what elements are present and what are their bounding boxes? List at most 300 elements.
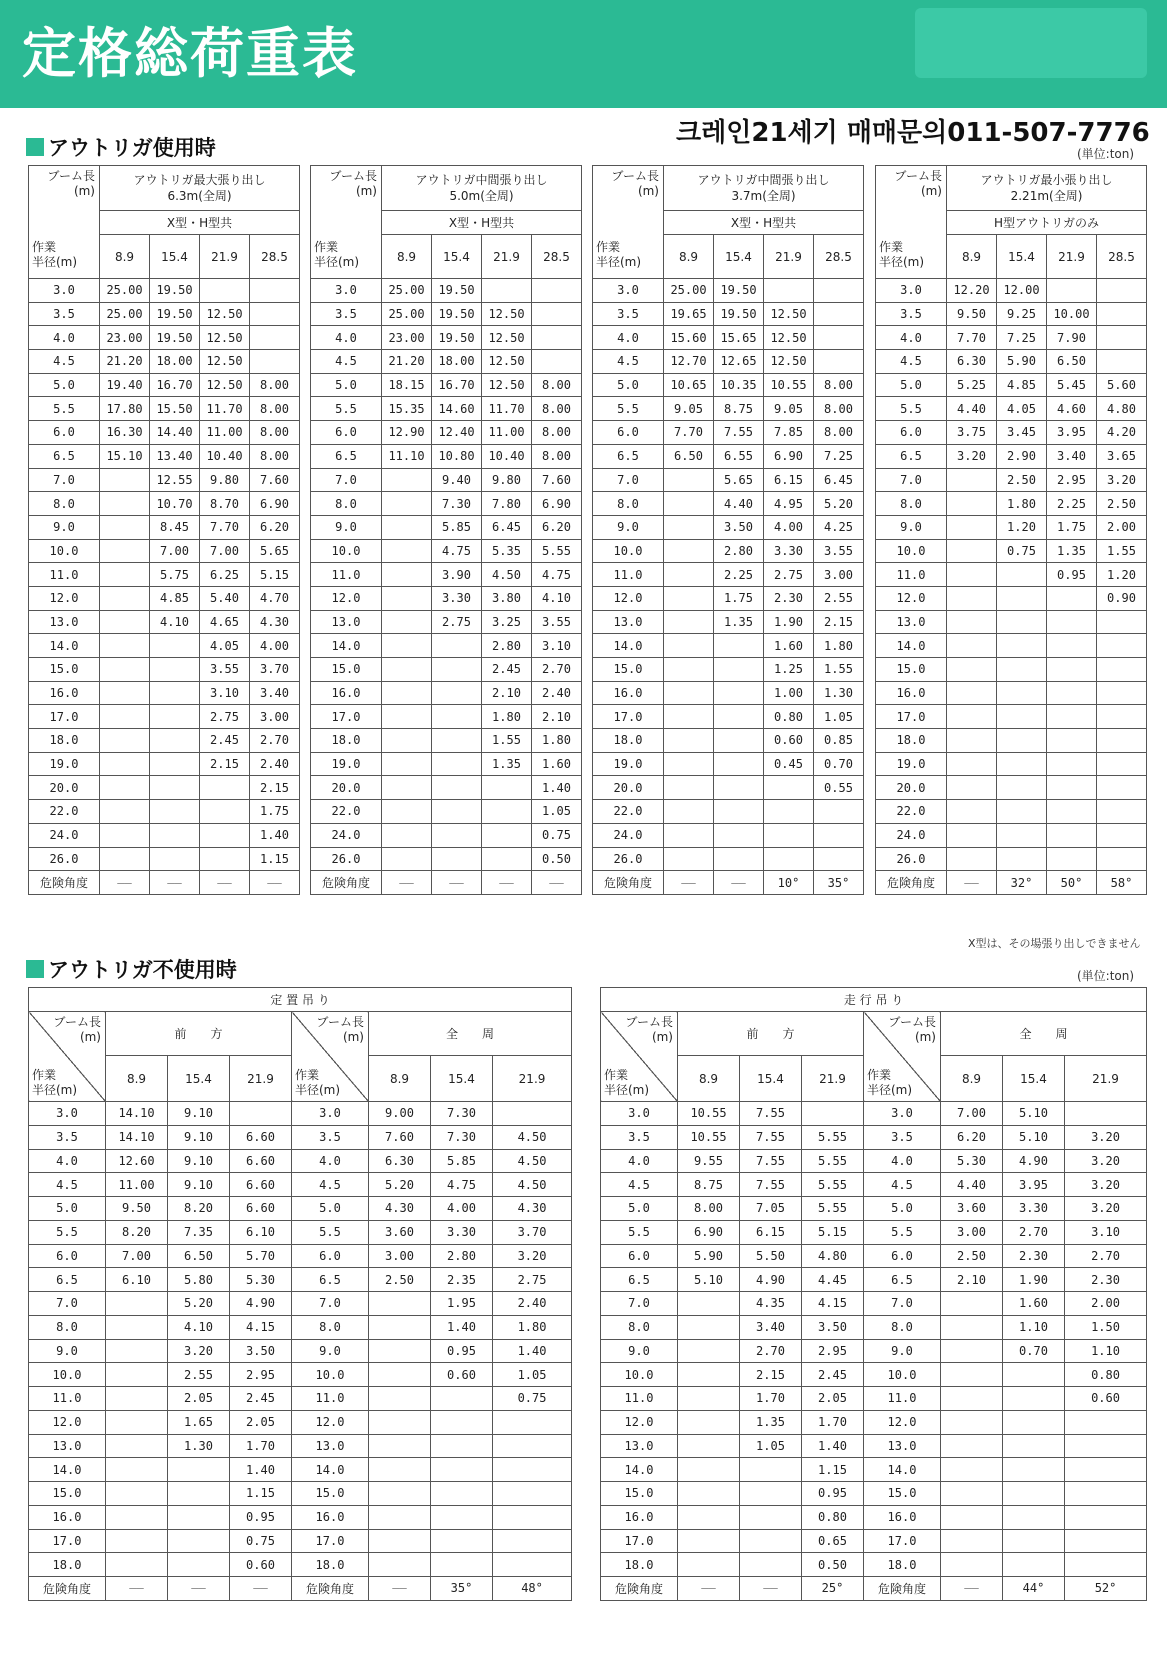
load-value-cell	[1003, 1482, 1065, 1506]
table-row	[593, 515, 864, 539]
load-value-cell: 2.55	[168, 1363, 230, 1387]
load-value-cell	[1003, 1363, 1065, 1387]
table-row	[876, 492, 1147, 516]
table-row	[601, 1173, 1147, 1197]
working-radius-cell: 4.5	[601, 1173, 678, 1197]
table-row	[601, 1197, 1147, 1221]
load-value-cell: 5.50	[740, 1244, 802, 1268]
load-value-cell: 18.00	[150, 350, 200, 374]
load-value-cell: 4.30	[250, 610, 300, 634]
table-row	[29, 776, 300, 800]
load-value-cell	[493, 1434, 572, 1458]
radius-unit: 半径(m)	[604, 1083, 650, 1097]
working-radius-cell: 12.0	[864, 1410, 941, 1434]
load-value-cell	[1003, 1458, 1065, 1482]
load-value-cell	[664, 563, 714, 587]
load-value-cell: 5.30	[941, 1149, 1003, 1173]
load-value-cell: 4.75	[431, 1173, 493, 1197]
load-value-cell: 2.95	[230, 1363, 292, 1387]
load-value-cell: 10.40	[482, 444, 532, 468]
working-radius-cell: 15.0	[311, 658, 382, 682]
working-radius-cell: 12.0	[601, 1410, 678, 1434]
load-value-cell: 6.90	[764, 444, 814, 468]
working-radius-cell: 10.0	[311, 539, 382, 563]
boom-length-header: 8.9	[941, 1056, 1003, 1102]
load-value-cell	[431, 1482, 493, 1506]
load-value-cell: 5.20	[814, 492, 864, 516]
load-value-cell: 1.75	[250, 800, 300, 824]
load-value-cell: 12.50	[482, 326, 532, 350]
table-row	[876, 421, 1147, 445]
load-value-cell	[100, 752, 150, 776]
working-radius-cell: 5.5	[292, 1220, 369, 1244]
load-value-cell	[1097, 279, 1147, 303]
working-radius-cell: 5.5	[29, 1220, 106, 1244]
boom-length-header: 21.9	[764, 235, 814, 279]
load-value-cell	[947, 658, 997, 682]
load-value-cell	[1047, 705, 1097, 729]
working-radius-cell: 6.0	[864, 1244, 941, 1268]
load-value-cell	[1097, 658, 1147, 682]
boom-radius-label	[292, 1012, 369, 1102]
load-value-cell: 9.40	[432, 468, 482, 492]
load-value-cell: 2.95	[802, 1339, 864, 1363]
load-value-cell	[941, 1292, 1003, 1316]
table-row	[29, 1434, 572, 1458]
boom-length-label: ブーム長	[47, 169, 95, 183]
load-value-cell: 1.20	[997, 515, 1047, 539]
outrigger-table-3	[592, 165, 864, 895]
load-value-cell	[1047, 586, 1097, 610]
load-value-cell	[947, 729, 997, 753]
working-radius-cell: 10.0	[292, 1363, 369, 1387]
working-radius-cell: 26.0	[29, 847, 100, 871]
load-value-cell: 14.10	[106, 1102, 168, 1126]
load-value-cell	[678, 1482, 740, 1506]
load-value-cell	[369, 1292, 431, 1316]
load-value-cell: 0.60	[230, 1553, 292, 1577]
load-value-cell: 3.00	[814, 563, 864, 587]
radius-label: 作業	[596, 240, 621, 254]
load-value-cell: 2.15	[740, 1363, 802, 1387]
header-patch	[915, 8, 1147, 78]
load-value-cell	[382, 634, 432, 658]
load-value-cell: 6.15	[740, 1220, 802, 1244]
direction-label-front: 前 方	[678, 1012, 864, 1056]
danger-angle-cell: 10°	[764, 871, 814, 895]
load-value-cell: 9.80	[482, 468, 532, 492]
working-radius-cell: 24.0	[311, 823, 382, 847]
load-value-cell: 9.25	[997, 302, 1047, 326]
working-radius-cell: 14.0	[311, 634, 382, 658]
load-value-cell: 1.05	[493, 1363, 572, 1387]
load-value-cell	[382, 515, 432, 539]
load-value-cell: 0.95	[230, 1505, 292, 1529]
load-value-cell	[100, 586, 150, 610]
boom-length-header: 8.9	[678, 1056, 740, 1102]
load-value-cell: 5.90	[997, 350, 1047, 374]
boom-length-header: 15.4	[168, 1056, 230, 1102]
working-radius-cell: 3.5	[601, 1125, 678, 1149]
load-value-cell: 1.55	[1097, 539, 1147, 563]
load-value-cell: 5.55	[532, 539, 582, 563]
table-row	[29, 539, 300, 563]
load-value-cell	[106, 1339, 168, 1363]
table-row	[876, 397, 1147, 421]
load-value-cell	[150, 823, 200, 847]
load-value-cell	[432, 776, 482, 800]
load-value-cell: 2.50	[997, 468, 1047, 492]
load-value-cell: 2.45	[802, 1363, 864, 1387]
load-value-cell: 1.20	[1097, 563, 1147, 587]
load-value-cell: 9.55	[678, 1149, 740, 1173]
load-value-cell: 5.40	[200, 586, 250, 610]
working-radius-cell: 18.0	[876, 729, 947, 753]
working-radius-cell: 5.5	[593, 397, 664, 421]
load-value-cell	[664, 515, 714, 539]
working-radius-cell: 18.0	[311, 729, 382, 753]
load-value-cell: 2.15	[814, 610, 864, 634]
unit-label-bottom: (単位:ton)	[1077, 969, 1135, 983]
table-row	[876, 800, 1147, 824]
load-value-cell	[1097, 800, 1147, 824]
table-row	[593, 705, 864, 729]
table-row	[876, 681, 1147, 705]
table-row	[29, 1173, 572, 1197]
working-radius-cell: 5.5	[876, 397, 947, 421]
working-radius-cell: 7.0	[29, 1292, 106, 1316]
load-value-cell: 15.65	[714, 326, 764, 350]
working-radius-cell: 5.0	[311, 373, 382, 397]
load-value-cell	[1097, 681, 1147, 705]
load-value-cell: 8.00	[532, 373, 582, 397]
table-row	[311, 681, 582, 705]
table-row	[593, 752, 864, 776]
load-value-cell: 2.15	[250, 776, 300, 800]
load-value-cell: 7.30	[432, 492, 482, 516]
working-radius-cell: 13.0	[593, 610, 664, 634]
table-row	[311, 515, 582, 539]
load-value-cell: 2.75	[764, 563, 814, 587]
load-value-cell	[714, 729, 764, 753]
load-value-cell	[941, 1410, 1003, 1434]
load-value-cell: 6.60	[230, 1173, 292, 1197]
danger-angle-cell: ——	[168, 1577, 230, 1601]
load-value-cell: 2.30	[1065, 1268, 1147, 1292]
working-radius-cell: 8.0	[601, 1315, 678, 1339]
load-value-cell	[106, 1410, 168, 1434]
load-value-cell	[1003, 1410, 1065, 1434]
load-value-cell	[1097, 729, 1147, 753]
boom-length-header: 8.9	[382, 235, 432, 279]
radius-label: 作業	[604, 1068, 629, 1082]
load-value-cell: 8.00	[250, 373, 300, 397]
table-row	[29, 563, 300, 587]
load-value-cell	[947, 752, 997, 776]
boom-length-unit: (m)	[79, 1030, 101, 1044]
load-value-cell	[997, 705, 1047, 729]
boom-length-header: 21.9	[200, 235, 250, 279]
danger-angle-cell: 50°	[1047, 871, 1097, 895]
working-radius-cell: 7.0	[292, 1292, 369, 1316]
load-value-cell	[100, 515, 150, 539]
load-value-cell: 1.80	[814, 634, 864, 658]
load-value-cell: 5.15	[802, 1220, 864, 1244]
table-row	[311, 397, 582, 421]
load-value-cell	[714, 776, 764, 800]
working-radius-cell: 7.0	[864, 1292, 941, 1316]
section-title-no-outrigger	[26, 954, 237, 984]
boom-length-label: ブーム長	[625, 1015, 673, 1029]
table-row	[593, 563, 864, 587]
load-value-cell	[740, 1505, 802, 1529]
load-value-cell	[432, 800, 482, 824]
load-value-cell: 2.15	[200, 752, 250, 776]
table-row	[29, 1102, 572, 1126]
boom-length-header: 8.9	[369, 1056, 431, 1102]
table-row	[29, 1125, 572, 1149]
table-row	[29, 166, 300, 211]
load-value-cell	[941, 1458, 1003, 1482]
load-value-cell: 8.00	[532, 444, 582, 468]
table-row	[29, 1387, 572, 1411]
table-row	[593, 823, 864, 847]
table-row	[876, 468, 1147, 492]
load-value-cell	[100, 492, 150, 516]
working-radius-cell: 15.0	[601, 1482, 678, 1506]
load-value-cell	[168, 1458, 230, 1482]
load-value-cell: 5.70	[230, 1244, 292, 1268]
working-radius-cell: 6.0	[29, 421, 100, 445]
table-row	[593, 800, 864, 824]
load-value-cell: 1.35	[1047, 539, 1097, 563]
working-radius-cell: 20.0	[311, 776, 382, 800]
working-radius-cell: 3.5	[29, 1125, 106, 1149]
load-value-cell: 2.75	[493, 1268, 572, 1292]
load-value-cell: 1.15	[230, 1482, 292, 1506]
danger-angle-label: 危険角度	[864, 1577, 941, 1601]
table-row	[311, 752, 582, 776]
working-radius-cell: 16.0	[311, 681, 382, 705]
working-radius-cell: 5.0	[876, 373, 947, 397]
working-radius-cell: 5.0	[601, 1197, 678, 1221]
load-value-cell	[678, 1434, 740, 1458]
working-radius-cell: 7.0	[29, 468, 100, 492]
working-radius-cell: 17.0	[864, 1529, 941, 1553]
load-value-cell	[150, 847, 200, 871]
load-value-cell: 2.45	[200, 729, 250, 753]
load-value-cell: 0.50	[802, 1553, 864, 1577]
working-radius-cell: 11.0	[864, 1387, 941, 1411]
load-value-cell: 5.30	[230, 1268, 292, 1292]
load-value-cell: 8.00	[814, 397, 864, 421]
load-value-cell: 5.15	[250, 563, 300, 587]
load-value-cell: 19.50	[150, 279, 200, 303]
load-value-cell: 1.35	[714, 610, 764, 634]
table-row	[29, 1577, 572, 1601]
load-value-cell: 19.50	[150, 302, 200, 326]
load-value-cell	[1065, 1553, 1147, 1577]
working-radius-cell: 24.0	[29, 823, 100, 847]
working-radius-cell: 10.0	[593, 539, 664, 563]
working-radius-cell: 6.0	[29, 1244, 106, 1268]
load-value-cell: 12.50	[200, 302, 250, 326]
load-value-cell: 25.00	[100, 302, 150, 326]
outrigger-table-2	[310, 165, 582, 895]
working-radius-cell: 3.5	[876, 302, 947, 326]
load-value-cell	[941, 1505, 1003, 1529]
load-value-cell	[100, 539, 150, 563]
load-value-cell: 5.20	[369, 1173, 431, 1197]
table-row	[593, 326, 864, 350]
load-value-cell: 2.05	[168, 1387, 230, 1411]
working-radius-cell: 24.0	[593, 823, 664, 847]
table-row	[311, 539, 582, 563]
load-value-cell	[431, 1553, 493, 1577]
load-value-cell: 7.25	[814, 444, 864, 468]
load-value-cell	[1097, 302, 1147, 326]
load-value-cell	[432, 681, 482, 705]
working-radius-cell: 17.0	[593, 705, 664, 729]
radius-label: 作業	[32, 240, 57, 254]
load-value-cell	[941, 1387, 1003, 1411]
load-value-cell: 0.45	[764, 752, 814, 776]
load-value-cell: 3.20	[493, 1244, 572, 1268]
load-value-cell: 7.70	[947, 326, 997, 350]
load-value-cell: 8.00	[532, 421, 582, 445]
load-value-cell	[947, 776, 997, 800]
load-value-cell	[230, 1102, 292, 1126]
load-value-cell: 7.70	[664, 421, 714, 445]
radius-label: 作業	[32, 1068, 57, 1082]
load-value-cell	[432, 729, 482, 753]
table-row	[593, 421, 864, 445]
load-value-cell: 10.55	[678, 1102, 740, 1126]
load-value-cell	[1003, 1387, 1065, 1411]
boom-length-header: 21.9	[493, 1056, 572, 1102]
load-value-cell	[814, 302, 864, 326]
load-value-cell: 3.10	[200, 681, 250, 705]
load-value-cell	[1097, 752, 1147, 776]
boom-length-label: ブーム長	[888, 1015, 936, 1029]
load-value-cell: 21.20	[382, 350, 432, 374]
load-value-cell	[1097, 634, 1147, 658]
table-row	[593, 302, 864, 326]
load-value-cell: 6.45	[482, 515, 532, 539]
load-value-cell: 9.05	[764, 397, 814, 421]
boom-length-header: 8.9	[106, 1056, 168, 1102]
load-value-cell: 1.40	[230, 1458, 292, 1482]
load-value-cell	[1047, 847, 1097, 871]
danger-angle-cell: ——	[941, 1577, 1003, 1601]
table-row	[29, 658, 300, 682]
load-value-cell: 5.55	[802, 1197, 864, 1221]
table-row	[311, 586, 582, 610]
working-radius-cell: 6.0	[876, 421, 947, 445]
table-row	[311, 326, 582, 350]
table-row	[601, 1363, 1147, 1387]
load-value-cell	[1003, 1505, 1065, 1529]
load-value-cell: 1.80	[997, 492, 1047, 516]
table-row	[876, 823, 1147, 847]
load-value-cell	[664, 800, 714, 824]
working-radius-cell: 4.0	[292, 1149, 369, 1173]
load-value-cell: 4.10	[168, 1315, 230, 1339]
load-value-cell: 10.55	[678, 1125, 740, 1149]
working-radius-cell: 6.5	[876, 444, 947, 468]
load-value-cell: 4.80	[802, 1244, 864, 1268]
load-value-cell: 6.45	[814, 468, 864, 492]
working-radius-cell: 13.0	[601, 1434, 678, 1458]
danger-angle-cell: ——	[100, 871, 150, 895]
working-radius-cell: 14.0	[601, 1458, 678, 1482]
load-value-cell: 16.30	[100, 421, 150, 445]
load-value-cell: 6.90	[250, 492, 300, 516]
load-value-cell: 10.40	[200, 444, 250, 468]
danger-angle-cell: 58°	[1097, 871, 1147, 895]
load-value-cell: 7.60	[532, 468, 582, 492]
load-value-cell: 0.65	[802, 1529, 864, 1553]
boom-length-unit: (m)	[73, 184, 95, 198]
load-value-cell	[664, 492, 714, 516]
danger-angle-cell: ——	[369, 1577, 431, 1601]
working-radius-cell: 11.0	[311, 563, 382, 587]
working-radius-cell: 3.5	[864, 1125, 941, 1149]
load-value-cell	[432, 634, 482, 658]
working-radius-cell: 8.0	[864, 1315, 941, 1339]
working-radius-cell: 3.0	[864, 1102, 941, 1126]
load-value-cell: 17.80	[100, 397, 150, 421]
table-row	[29, 1339, 572, 1363]
table-row	[311, 302, 582, 326]
load-value-cell: 4.40	[947, 397, 997, 421]
working-radius-cell: 4.5	[29, 350, 100, 374]
load-value-cell	[814, 800, 864, 824]
working-radius-cell: 26.0	[593, 847, 664, 871]
load-value-cell: 2.40	[532, 681, 582, 705]
working-radius-cell: 5.5	[601, 1220, 678, 1244]
load-value-cell: 15.10	[100, 444, 150, 468]
load-value-cell: 7.00	[150, 539, 200, 563]
load-value-cell: 2.70	[1065, 1244, 1147, 1268]
working-radius-cell: 12.0	[29, 586, 100, 610]
load-value-cell	[740, 1458, 802, 1482]
lift-mode-title: 走 行 吊 り	[601, 988, 1147, 1012]
working-radius-cell: 5.5	[311, 397, 382, 421]
load-value-cell: 6.50	[1047, 350, 1097, 374]
table-row	[593, 539, 864, 563]
danger-angle-label: 危険角度	[29, 871, 100, 895]
working-radius-cell: 9.0	[29, 515, 100, 539]
load-value-cell: 7.60	[250, 468, 300, 492]
load-value-cell: 8.20	[168, 1197, 230, 1221]
load-value-cell: 4.60	[1047, 397, 1097, 421]
table-row	[311, 847, 582, 871]
stationary-lift-table	[28, 987, 572, 1601]
table-row	[311, 563, 582, 587]
working-radius-cell: 13.0	[29, 1434, 106, 1458]
table-row	[601, 1244, 1147, 1268]
working-radius-cell: 8.0	[593, 492, 664, 516]
load-value-cell: 10.55	[764, 373, 814, 397]
load-value-cell: 8.00	[250, 397, 300, 421]
load-value-cell: 3.70	[493, 1220, 572, 1244]
working-radius-cell: 7.0	[311, 468, 382, 492]
working-radius-cell: 3.5	[292, 1125, 369, 1149]
working-radius-cell: 3.0	[593, 279, 664, 303]
working-radius-cell: 22.0	[29, 800, 100, 824]
load-value-cell: 9.05	[664, 397, 714, 421]
